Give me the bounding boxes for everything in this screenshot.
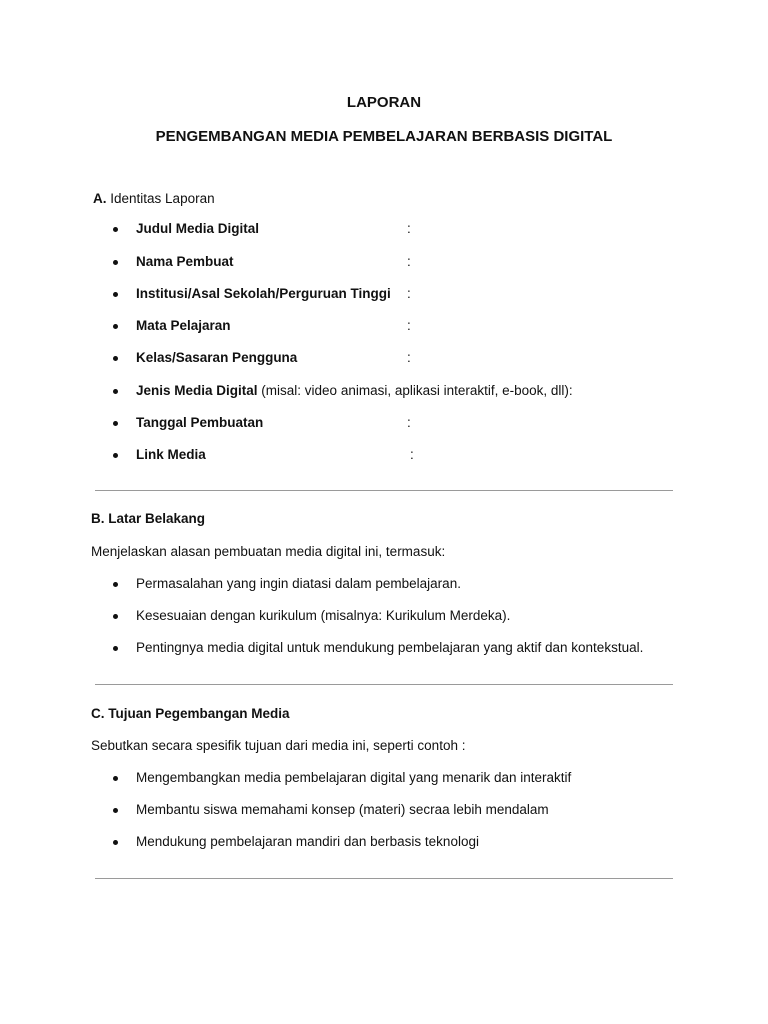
bullet-icon (113, 808, 118, 813)
section-c-intro: Sebutkan secara spesifik tujuan dari media ini, seperti contoh : (91, 738, 466, 753)
bullet-icon (113, 356, 118, 361)
list-item-text: Permasalahan yang ingin diatasi dalam pembelajaran. (136, 576, 461, 591)
section-b-heading: B. Latar Belakang (91, 511, 206, 526)
list-item-text: Mengembangkan media pembelajaran digital yang menarik dan interaktif (136, 770, 572, 785)
field-label: Jenis Media Digital (136, 383, 258, 398)
bullet-icon (113, 324, 118, 329)
field-colon: : (407, 350, 411, 365)
field-colon: : (407, 221, 411, 236)
bullet-icon (113, 227, 118, 232)
section-a-title: Identitas Laporan (110, 191, 215, 206)
section-divider (95, 684, 673, 685)
field-label: Judul Media Digital (136, 221, 260, 236)
list-item-text: Membantu siswa memahami konsep (materi) secraa lebih mendalam (136, 802, 549, 817)
bullet-icon (113, 453, 118, 458)
document-subtitle: PENGEMBANGAN MEDIA PEMBELAJARAN BERBASIS DIGITAL (155, 128, 613, 145)
field-colon: : (407, 286, 411, 301)
section-a-prefix: A. (93, 191, 111, 206)
list-item-text: Kesesuaian dengan kurikulum (misalnya: Kurikulum Merdeka). (136, 608, 511, 623)
field-note: (misal: video animasi, aplikasi interaktif, e-book, dll): (257, 383, 573, 398)
bullet-icon (113, 840, 118, 845)
bullet-icon (113, 292, 118, 297)
section-a-heading (93, 191, 215, 206)
field-colon: : (407, 415, 411, 430)
field-label: Institusi/Asal Sekolah/Perguruan Tinggi (136, 286, 391, 301)
document-title: LAPORAN (346, 94, 422, 111)
field-label: Mata Pelajaran (136, 318, 231, 333)
field-label: Link Media (136, 447, 206, 462)
bullet-icon (113, 776, 118, 781)
field-label: Nama Pembuat (136, 254, 234, 269)
bullet-icon (113, 646, 118, 651)
field-label: Tanggal Pembuatan (136, 415, 264, 430)
field-label: Kelas/Sasaran Pengguna (136, 350, 298, 365)
bullet-icon (113, 614, 118, 619)
section-divider (95, 490, 673, 491)
list-item-text: Mendukung pembelajaran mandiri dan berbasis teknologi (136, 834, 479, 849)
section-c-heading: C. Tujuan Pegembangan Media (91, 706, 290, 721)
list-item-text: Pentingnya media digital untuk mendukung pembelajaran yang aktif dan kontekstual. (136, 640, 644, 655)
section-divider (95, 878, 673, 879)
field-colon: : (407, 254, 411, 269)
section-b-intro: Menjelaskan alasan pembuatan media digital ini, termasuk: (91, 544, 446, 559)
field-colon: : (410, 447, 414, 462)
bullet-icon (113, 421, 118, 426)
bullet-icon (113, 582, 118, 587)
field-colon: : (407, 318, 411, 333)
bullet-icon (113, 260, 118, 265)
bullet-icon (113, 389, 118, 394)
